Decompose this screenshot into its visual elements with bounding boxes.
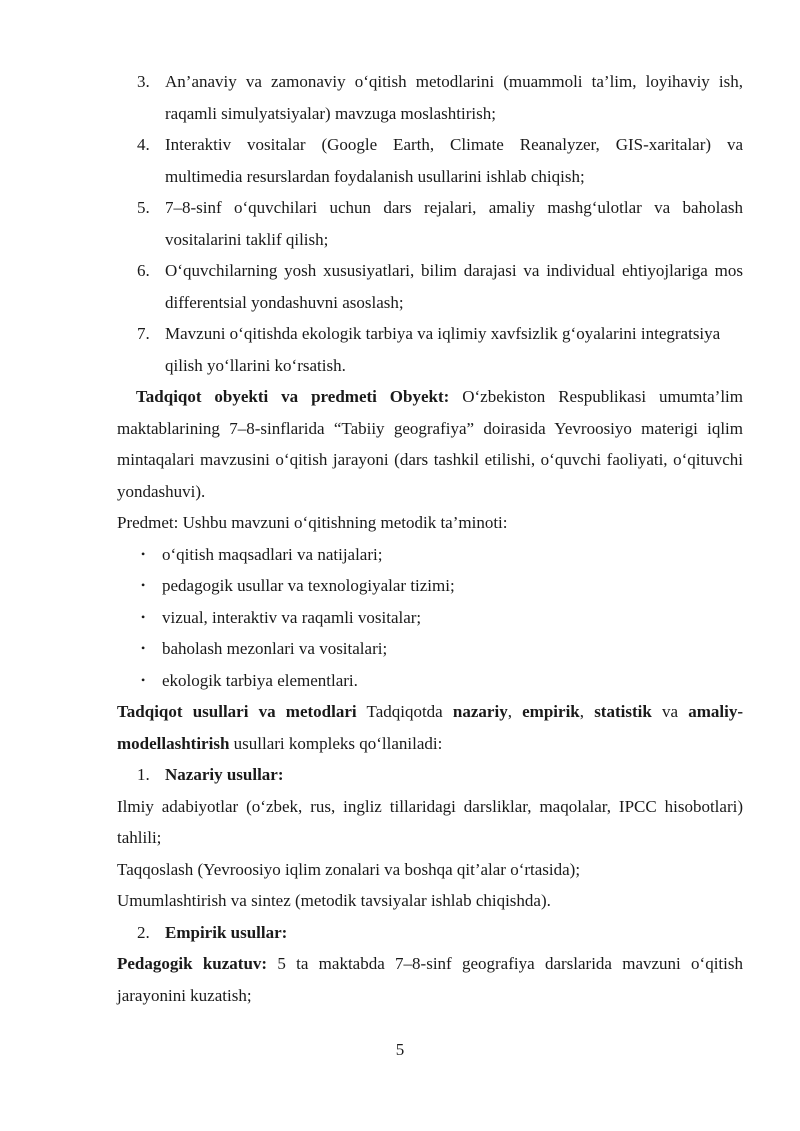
list-text: Interaktiv vositalar (Google Earth, Climate Reanalyzer, GIS-xaritalar) va multimedia resurslardan foydalanish usullarini ishlab chiqish; <box>165 135 743 186</box>
methods-text: Tadqiqotda <box>356 702 453 721</box>
list-text: o‘qitish maqsadlari va natijalari; <box>162 544 383 564</box>
bullet: • <box>141 546 146 561</box>
list-number: 7. <box>137 324 150 343</box>
list-text: An’anaviy va zamonaviy o‘qitish metodlarini (muammoli ta’lim, loyihaviy ish, raqamli simulyatsiyalar) mavzuga moslashtirish; <box>165 72 743 123</box>
list-text: O‘quvchilarning yosh xususiyatlari, bilim darajasi va individual ehtiyojlariga mos differentsial yondashuvni asoslash; <box>165 261 743 312</box>
empirical-heading <box>117 917 743 949</box>
list-item <box>117 633 743 665</box>
method-theoretical: nazariy <box>452 702 508 721</box>
method-modelling: amaliy-modellashtirish <box>117 702 744 753</box>
methods-heading: Tadqiqot usullari va metodlari <box>117 702 357 721</box>
page-number: 5 <box>395 1040 405 1059</box>
bullet: • <box>141 609 146 624</box>
list-item <box>117 539 743 571</box>
methods-text: , <box>579 702 595 721</box>
bullet: • <box>141 578 146 592</box>
list-text: 7–8-sinf o‘quvchilari uchun dars rejalari, amaliy mashg‘ulotlar va baholash vositalarini taklif qilish; <box>165 198 743 249</box>
observation-text: 5 ta maktabda 7–8-sinf geografiya darslarida mavzuni o‘qitish jarayonini kuzatish; <box>117 954 743 1005</box>
theory-heading <box>117 759 743 791</box>
list-text: ekologik tarbiya elementlari. <box>162 670 358 690</box>
list-text: vizual, interaktiv va raqamli vositalar; <box>162 607 422 627</box>
bullet: • <box>141 641 146 655</box>
list-number: 5. <box>137 198 150 217</box>
list-item <box>117 66 743 129</box>
section-number: 2. <box>137 922 150 942</box>
theory-line: Taqqoslash (Yevroosiyo iqlim zonalari va boshqa qit’alar o‘rtasida); <box>117 859 581 879</box>
section-number: 1. <box>137 765 150 784</box>
section-title: Empirik usullar: <box>165 922 288 942</box>
object-text: O‘zbekiston Respublikasi umumta’lim maktablarining 7–8-sinflarida “Tabiiy geografiya” doirasida Yevroosiyo materigi iqlim mintaqalari mavzusini o‘qitish jarayoni (dars tashkil etilishi, o‘quvchi faoliyati, o‘qituvchi yondashuvi). <box>117 387 743 501</box>
list-text: baholash mezonlari va vositalari; <box>162 639 388 658</box>
methods-text: , <box>507 702 523 721</box>
list-item <box>117 318 743 381</box>
method-statistical: statistik <box>594 702 652 721</box>
list-text: Mavzuni o‘qitishda ekologik tarbiya va iqlimiy xavfsizlik g‘oyalarini integratsiya qilish yo‘llarini ko‘rsatish. <box>165 324 721 375</box>
method-empirical: empirik <box>522 702 580 721</box>
object-heading: Tadqiqot obyekti va predmeti Obyekt: <box>136 387 450 406</box>
methods-paragraph <box>117 696 743 759</box>
list-item <box>117 570 743 602</box>
list-item <box>117 255 743 318</box>
theory-line: Umumlashtirish va sintez (metodik tavsiyalar ishlab chiqishda). <box>117 891 551 910</box>
subject-intro: Predmet: Ushbu mavzuni o‘qitishning metodik ta’minoti: <box>117 513 508 532</box>
page-content <box>117 66 743 1011</box>
theory-line: Ilmiy adabiyotlar (o‘zbek, rus, ingliz tillaridagi darsliklar, maqolalar, IPCC hisobotlari) tahlili; <box>117 796 743 847</box>
subject-list <box>117 539 743 697</box>
list-text: pedagogik usullar va texnologiyalar tizimi; <box>162 576 455 595</box>
observation-label: Pedagogik kuzatuv: <box>117 954 268 973</box>
list-item <box>117 665 743 697</box>
list-item <box>117 129 743 192</box>
observation-paragraph <box>117 948 743 1011</box>
task-list <box>117 66 743 381</box>
methods-text: usullari kompleks qo‘llaniladi: <box>229 733 443 753</box>
list-number: 6. <box>137 261 150 280</box>
object-paragraph <box>117 381 743 507</box>
methods-text: va <box>651 702 689 721</box>
list-number: 3. <box>137 72 150 91</box>
section-title: Nazariy usullar: <box>165 765 284 784</box>
list-number: 4. <box>137 135 150 154</box>
bullet: • <box>141 672 146 687</box>
list-item <box>117 602 743 634</box>
list-item <box>117 192 743 255</box>
